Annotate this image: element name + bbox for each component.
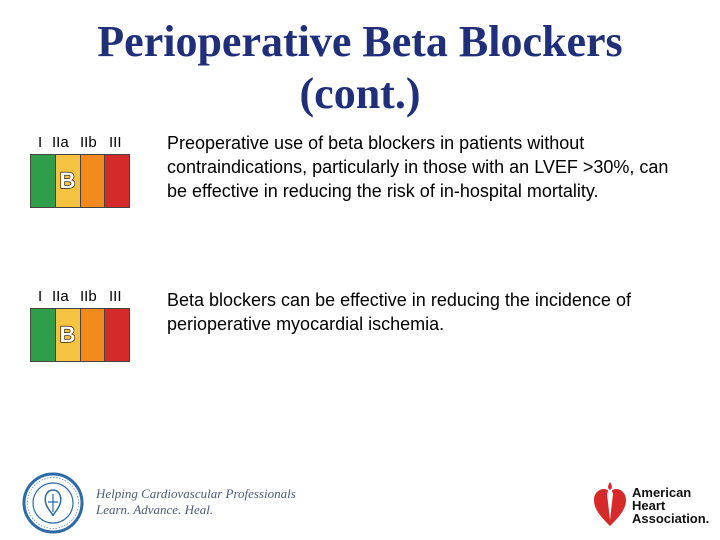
class-label-iia: IIa xyxy=(52,288,69,305)
class-bars xyxy=(30,154,130,208)
class-bar-i xyxy=(31,309,56,361)
aha-line1: American xyxy=(632,485,692,500)
recommendation-text-2: Beta blockers can be effective in reducing the incidence of perioperative myocardial ischemia. xyxy=(167,290,631,334)
level-of-evidence-badge: B xyxy=(59,322,76,347)
class-label-iii: III xyxy=(109,288,122,305)
class-bar-i xyxy=(31,155,56,207)
aha-heart-torch-icon xyxy=(592,480,628,528)
class-bars xyxy=(30,308,130,362)
class-bar-iib xyxy=(81,309,106,361)
class-label-i: I xyxy=(38,288,43,305)
class-bar-iii xyxy=(105,309,129,361)
class-label-i: I xyxy=(38,134,43,151)
slide-title xyxy=(60,16,660,120)
acc-seal-logo xyxy=(22,472,84,534)
level-of-evidence-badge: B xyxy=(59,168,76,193)
class-labels xyxy=(30,134,130,152)
aha-wordmark xyxy=(632,486,709,525)
class-labels xyxy=(30,288,130,306)
class-label-iia: IIa xyxy=(52,134,69,151)
class-bar-iii xyxy=(105,155,129,207)
slide-title-line1: Perioperative Beta Blockers xyxy=(97,17,623,66)
class-label-iib: IIb xyxy=(80,288,97,305)
recommendation-text-1: Preoperative use of beta blockers in patients without contraindications, particularly in those with an LVEF >30%, can be effective in reducing the risk of in-hospital mortality. xyxy=(167,133,669,201)
class-label-iii: III xyxy=(109,134,122,151)
class-bar-iia xyxy=(56,155,81,207)
class-bar-iia xyxy=(56,309,81,361)
slide-title-line2: (cont.) xyxy=(299,69,421,118)
tagline-line2: Learn. Advance. Heal. xyxy=(96,502,214,517)
tagline-line1: Helping Cardiovascular Professionals xyxy=(96,486,296,501)
acc-tagline xyxy=(96,486,296,518)
aha-line3: Association. xyxy=(632,511,710,526)
class-bar-iib xyxy=(81,155,106,207)
aha-line2: Heart xyxy=(632,498,666,513)
class-label-iib: IIb xyxy=(80,134,97,151)
